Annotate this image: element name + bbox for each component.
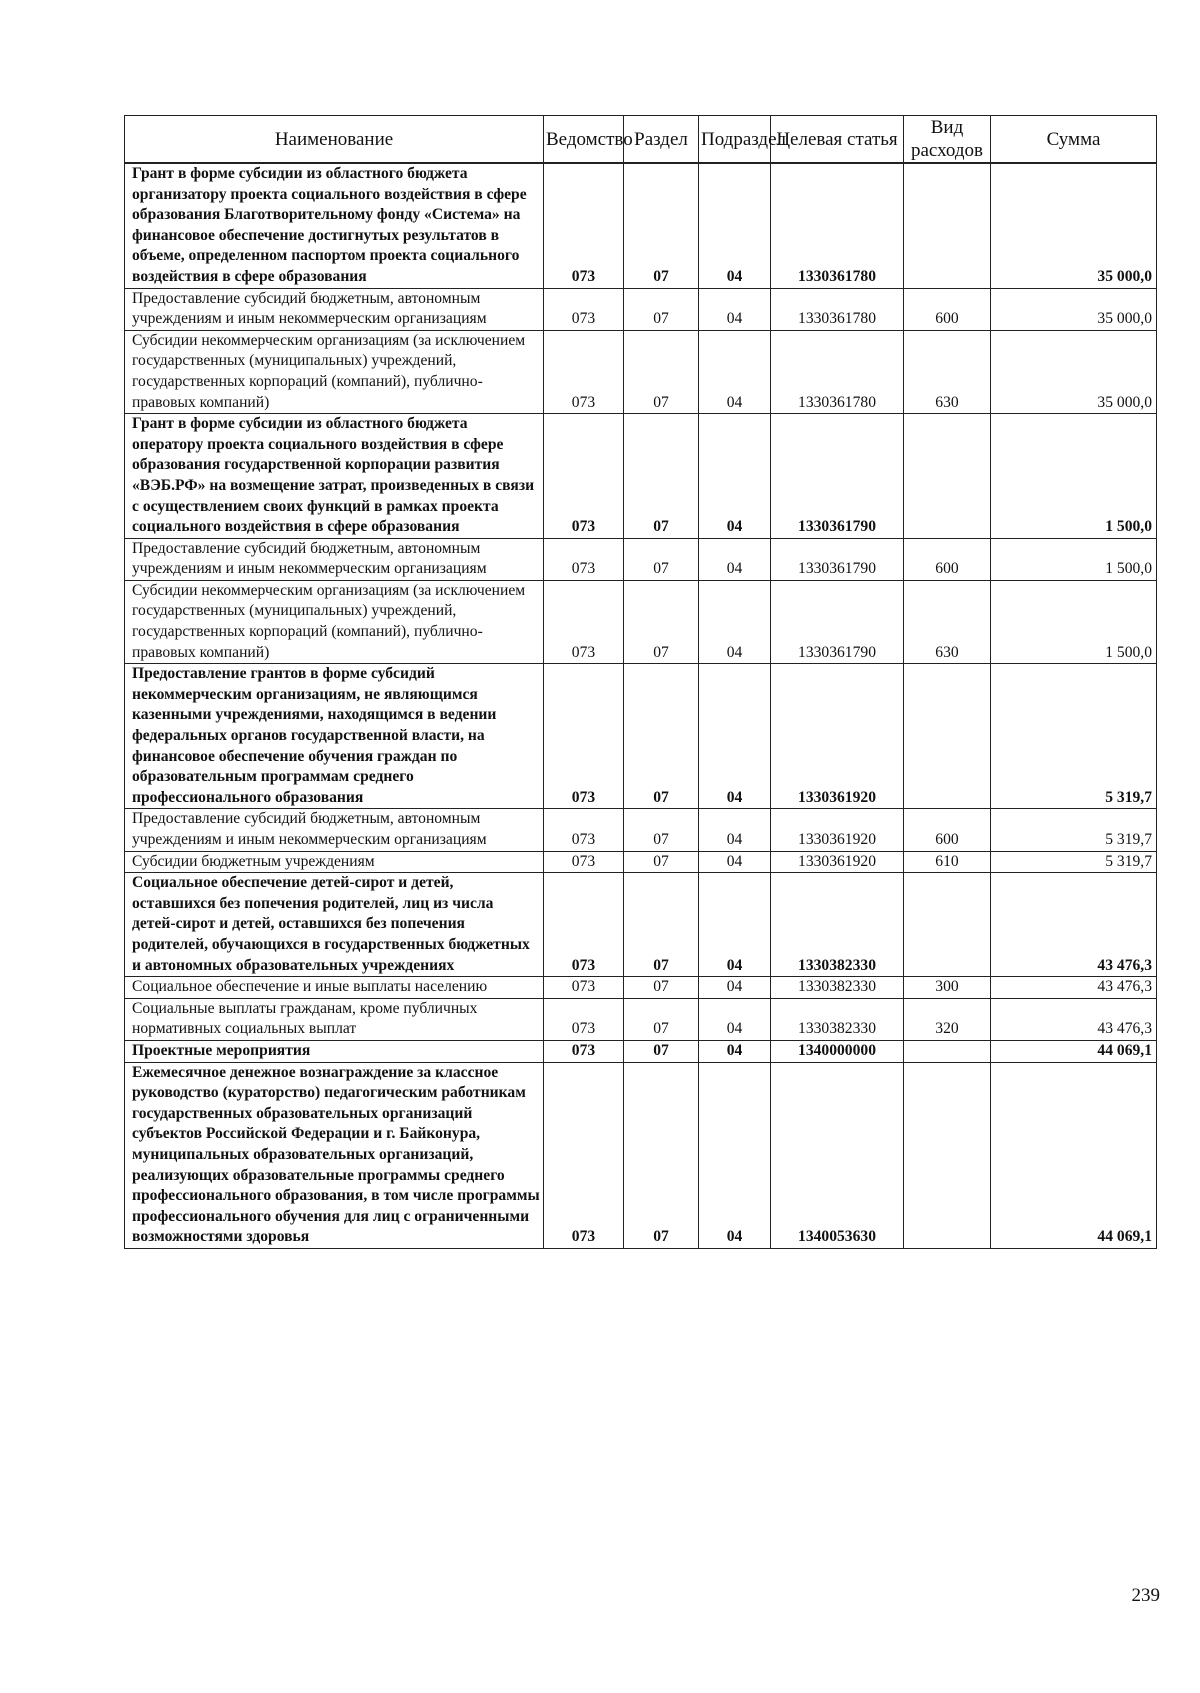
cell-podrazdel: 04: [699, 580, 771, 663]
cell-razdel: 07: [624, 414, 699, 539]
header-podrazdel: Подраздел: [699, 116, 771, 164]
cell-podrazdel: 04: [699, 1062, 771, 1248]
cell-vid-rashodov: [904, 873, 991, 977]
cell-summa: 35 000,0: [991, 163, 1157, 288]
cell-celevaya-statya: 1330382330: [771, 998, 904, 1040]
cell-vedomstvo: 073: [544, 998, 624, 1040]
cell-podrazdel: 04: [699, 873, 771, 977]
cell-summa: 35 000,0: [991, 330, 1157, 413]
table-header: [125, 116, 1157, 164]
cell-summa: 44 069,1: [991, 1040, 1157, 1062]
cell-name: Субсидии некоммерческим организациям (за исключением государственных (муниципальных) учреждений, государственных корпораций (компаний), публично-правовых компаний): [125, 580, 544, 663]
cell-summa: 1 500,0: [991, 538, 1157, 580]
cell-razdel: 07: [624, 851, 699, 873]
cell-vid-rashodov: [904, 163, 991, 288]
table-row: [125, 580, 1157, 663]
cell-razdel: 07: [624, 809, 699, 851]
cell-summa: 43 476,3: [991, 998, 1157, 1040]
cell-vid-rashodov: [904, 664, 991, 809]
cell-name: Предоставление субсидий бюджетным, автономным учреждениям и иным некоммерческим организациям: [125, 288, 544, 330]
table-row: [125, 977, 1157, 999]
cell-name: Ежемесячное денежное вознаграждение за классное руководство (кураторство) педагогическим работникам государственных образовательных организаций субъектов Российской Федерации и г. Байконура, муниципальных образовательных организаций, реализующих образовательные программы среднего профессионального образования, в том числе программы профессионального обучения для лиц с ограниченными возможностями здоровья: [125, 1062, 544, 1248]
cell-name: Проектные мероприятия: [125, 1040, 544, 1062]
table-row: [125, 538, 1157, 580]
cell-podrazdel: 04: [699, 851, 771, 873]
table-row: [125, 851, 1157, 873]
table-row: [125, 288, 1157, 330]
cell-name: Грант в форме субсидии из областного бюджета оператору проекта социального воздействия в сфере образования государственной корпорации развития «ВЭБ.РФ» на возмещение затрат, произведенных в связи с осуществлением своих функций в рамках проекта социального воздействия в сфере образования: [125, 414, 544, 539]
cell-name: Предоставление грантов в форме субсидий некоммерческим организациям, не являющимся казенными учреждениями, находящимся в ведении федеральных органов государственной власти, на финансовое обеспечение обучения граждан по образовательным программам среднего профессионального образования: [125, 664, 544, 809]
cell-celevaya-statya: 1330361780: [771, 330, 904, 413]
cell-vedomstvo: 073: [544, 1040, 624, 1062]
cell-name: Социальное обеспечение и иные выплаты населению: [125, 977, 544, 999]
table-row: [125, 998, 1157, 1040]
cell-name: Предоставление субсидий бюджетным, автономным учреждениям и иным некоммерческим организациям: [125, 809, 544, 851]
cell-summa: 1 500,0: [991, 580, 1157, 663]
cell-summa: 1 500,0: [991, 414, 1157, 539]
cell-vid-rashodov: 630: [904, 330, 991, 413]
table-row: [125, 809, 1157, 851]
table-row: [125, 163, 1157, 288]
cell-vid-rashodov: 320: [904, 998, 991, 1040]
cell-vedomstvo: 073: [544, 664, 624, 809]
cell-celevaya-statya: 1330361790: [771, 580, 904, 663]
header-name: Наименование: [125, 116, 544, 164]
table-row: [125, 1040, 1157, 1062]
cell-vid-rashodov: 600: [904, 538, 991, 580]
cell-razdel: 07: [624, 998, 699, 1040]
cell-podrazdel: 04: [699, 538, 771, 580]
cell-vid-rashodov: 630: [904, 580, 991, 663]
cell-summa: 35 000,0: [991, 288, 1157, 330]
cell-vid-rashodov: [904, 414, 991, 539]
cell-podrazdel: 04: [699, 288, 771, 330]
cell-razdel: 07: [624, 977, 699, 999]
cell-vedomstvo: 073: [544, 288, 624, 330]
cell-razdel: 07: [624, 538, 699, 580]
cell-razdel: 07: [624, 330, 699, 413]
cell-razdel: 07: [624, 664, 699, 809]
cell-celevaya-statya: 1330361790: [771, 538, 904, 580]
cell-vedomstvo: 073: [544, 977, 624, 999]
cell-summa: 43 476,3: [991, 977, 1157, 999]
page-number: 239: [1131, 1585, 1160, 1606]
cell-podrazdel: 04: [699, 809, 771, 851]
cell-name: Социальное обеспечение детей-сирот и детей, оставшихся без попечения родителей, лиц из числа детей-сирот и детей, оставшихся без попечения родителей, обучающихся в государственных бюджетных и автономных образовательных учреждениях: [125, 873, 544, 977]
cell-vedomstvo: 073: [544, 1062, 624, 1248]
cell-celevaya-statya: 1330361780: [771, 163, 904, 288]
cell-celevaya-statya: 1330382330: [771, 873, 904, 977]
cell-razdel: 07: [624, 873, 699, 977]
cell-vedomstvo: 073: [544, 873, 624, 977]
cell-podrazdel: 04: [699, 163, 771, 288]
cell-celevaya-statya: 1330361780: [771, 288, 904, 330]
cell-podrazdel: 04: [699, 664, 771, 809]
cell-podrazdel: 04: [699, 330, 771, 413]
cell-celevaya-statya: 1330361920: [771, 851, 904, 873]
cell-celevaya-statya: 1330361790: [771, 414, 904, 539]
cell-vedomstvo: 073: [544, 851, 624, 873]
cell-name: Предоставление субсидий бюджетным, автономным учреждениям и иным некоммерческим организациям: [125, 538, 544, 580]
cell-podrazdel: 04: [699, 1040, 771, 1062]
cell-celevaya-statya: 1340000000: [771, 1040, 904, 1062]
cell-summa: 5 319,7: [991, 664, 1157, 809]
cell-vid-rashodov: [904, 1062, 991, 1248]
header-vedomstvo: Ведомство: [544, 116, 624, 164]
cell-celevaya-statya: 1340053630: [771, 1062, 904, 1248]
cell-vedomstvo: 073: [544, 580, 624, 663]
cell-podrazdel: 04: [699, 977, 771, 999]
cell-summa: 5 319,7: [991, 851, 1157, 873]
cell-vedomstvo: 073: [544, 330, 624, 413]
cell-celevaya-statya: 1330361920: [771, 664, 904, 809]
cell-summa: 44 069,1: [991, 1062, 1157, 1248]
cell-summa: 5 319,7: [991, 809, 1157, 851]
cell-razdel: 07: [624, 288, 699, 330]
cell-summa: 43 476,3: [991, 873, 1157, 977]
table-row: [125, 873, 1157, 977]
table-row: [125, 330, 1157, 413]
table-body: [125, 163, 1157, 1248]
cell-name: Субсидии некоммерческим организациям (за исключением государственных (муниципальных) учреждений, государственных корпораций (компаний), публично-правовых компаний): [125, 330, 544, 413]
cell-podrazdel: 04: [699, 414, 771, 539]
table-row: [125, 414, 1157, 539]
cell-celevaya-statya: 1330382330: [771, 977, 904, 999]
cell-vid-rashodov: 600: [904, 288, 991, 330]
budget-table: [124, 115, 1157, 1249]
header-celevaya-statya: Целевая статья: [771, 116, 904, 164]
cell-name: Субсидии бюджетным учреждениям: [125, 851, 544, 873]
cell-celevaya-statya: 1330361920: [771, 809, 904, 851]
cell-vid-rashodov: 300: [904, 977, 991, 999]
table-row: [125, 664, 1157, 809]
cell-razdel: 07: [624, 1062, 699, 1248]
cell-razdel: 07: [624, 580, 699, 663]
header-summa: Сумма: [991, 116, 1157, 164]
cell-vedomstvo: 073: [544, 538, 624, 580]
cell-vid-rashodov: [904, 1040, 991, 1062]
header-razdel: Раздел: [624, 116, 699, 164]
cell-vid-rashodov: 600: [904, 809, 991, 851]
cell-podrazdel: 04: [699, 998, 771, 1040]
cell-name: Социальные выплаты гражданам, кроме публичных нормативных социальных выплат: [125, 998, 544, 1040]
cell-vedomstvo: 073: [544, 163, 624, 288]
cell-razdel: 07: [624, 1040, 699, 1062]
cell-name: Грант в форме субсидии из областного бюджета организатору проекта социального воздействия в сфере образования Благотворительному фонду «Система» на финансовое обеспечение достигнутых результатов в объеме, определенном паспортом проекта социального воздействия в сфере образования: [125, 163, 544, 288]
cell-vedomstvo: 073: [544, 809, 624, 851]
header-vid-rashodov: Вид расходов: [904, 116, 991, 164]
cell-vedomstvo: 073: [544, 414, 624, 539]
table-row: [125, 1062, 1157, 1248]
cell-razdel: 07: [624, 163, 699, 288]
cell-vid-rashodov: 610: [904, 851, 991, 873]
